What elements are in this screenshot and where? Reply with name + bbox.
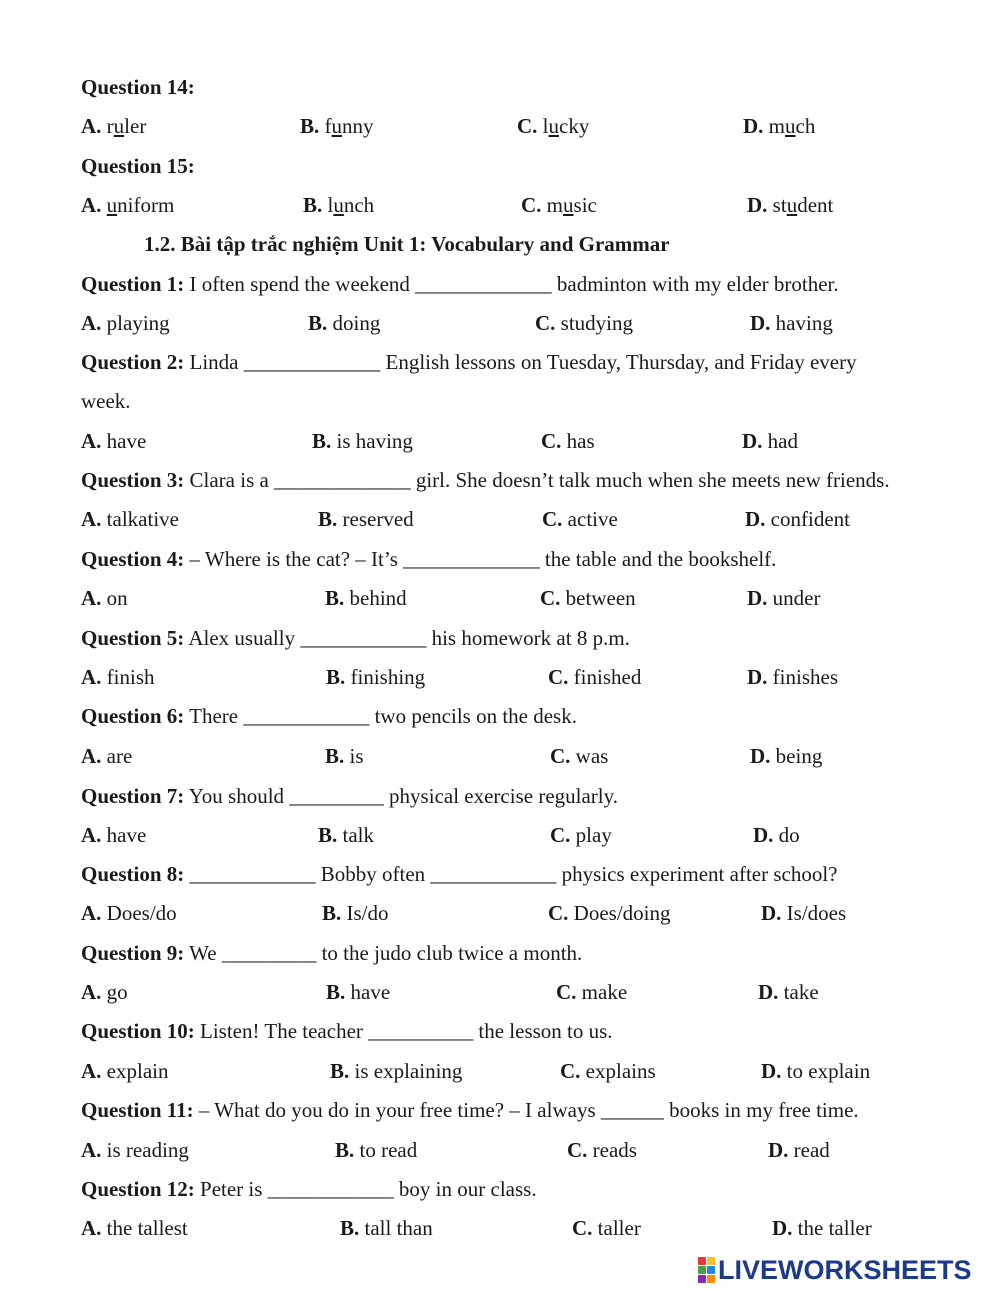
- q3-option-d[interactable]: D. confident: [745, 507, 850, 531]
- q5-option-b[interactable]: B. finishing: [326, 665, 426, 689]
- q12-option-d[interactable]: D. the taller: [772, 1216, 872, 1240]
- liveworksheets-logo[interactable]: [698, 1256, 972, 1284]
- question-10: Question 10: Listen! The teacher __________ the lesson to us.: [81, 1019, 613, 1043]
- q8-option-c[interactable]: C. Does/doing: [548, 901, 671, 925]
- q3-option-c[interactable]: C. active: [542, 507, 618, 531]
- q3-option-a[interactable]: A. talkative: [81, 507, 179, 531]
- q9-option-a[interactable]: A. go: [81, 980, 128, 1004]
- question-1: Question 1: I often spend the weekend _____________ badminton with my elder brother.: [81, 272, 839, 296]
- q5-option-a[interactable]: A. finish: [81, 665, 155, 689]
- q11-option-b[interactable]: B. to read: [335, 1138, 418, 1162]
- question-4: Question 4: – Where is the cat? – It’s _____________ the table and the bookshelf.: [81, 547, 777, 571]
- q6-option-a[interactable]: A. are: [81, 744, 133, 768]
- q9-option-c[interactable]: C. make: [556, 980, 628, 1004]
- question-15-title: Question 15:: [81, 154, 195, 178]
- q12-option-a[interactable]: A. the tallest: [81, 1216, 188, 1240]
- question-9: Question 9: We _________ to the judo club twice a month.: [81, 941, 583, 965]
- question-14-title: Question 14:: [81, 75, 195, 99]
- question-8: Question 8: ____________ Bobby often ____________ physics experiment after school?: [81, 862, 838, 886]
- q9-option-b[interactable]: B. have: [326, 980, 391, 1004]
- q15-option-a[interactable]: A. uniform: [81, 193, 175, 217]
- q8-option-d[interactable]: D. Is/does: [761, 901, 847, 925]
- q8-option-b[interactable]: B. Is/do: [322, 901, 389, 925]
- q14-option-c[interactable]: C. lucky: [517, 114, 590, 138]
- question-12: Question 12: Peter is ____________ boy in our class.: [81, 1177, 537, 1201]
- q14-option-d[interactable]: D. much: [743, 114, 816, 138]
- q10-option-c[interactable]: C. explains: [560, 1059, 656, 1083]
- q2-option-b[interactable]: B. is having: [312, 429, 413, 453]
- question-5: Question 5: Alex usually ____________ his homework at 8 p.m.: [81, 626, 630, 650]
- q11-option-d[interactable]: D. read: [768, 1138, 830, 1162]
- q15-option-b[interactable]: B. lunch: [303, 193, 375, 217]
- q2-option-a[interactable]: A. have: [81, 429, 147, 453]
- q5-option-d[interactable]: D. finishes: [747, 665, 838, 689]
- q10-option-b[interactable]: B. is explaining: [330, 1059, 463, 1083]
- q7-option-b[interactable]: B. talk: [318, 823, 375, 847]
- question-2-continued: week.: [81, 389, 131, 413]
- q5-option-c[interactable]: C. finished: [548, 665, 642, 689]
- question-7: Question 7: You should _________ physical exercise regularly.: [81, 784, 619, 808]
- q2-option-c[interactable]: C. has: [541, 429, 595, 453]
- q1-option-c[interactable]: C. studying: [535, 311, 634, 335]
- q14-option-a[interactable]: A. ruler: [81, 114, 147, 138]
- question-6: Question 6: There ____________ two pencils on the desk.: [81, 704, 577, 728]
- q12-option-c[interactable]: C. taller: [572, 1216, 641, 1240]
- q10-option-a[interactable]: A. explain: [81, 1059, 169, 1083]
- q8-option-a[interactable]: A. Does/do: [81, 901, 177, 925]
- q7-option-d[interactable]: D. do: [753, 823, 800, 847]
- question-2: Question 2: Linda _____________ English lessons on Tuesday, Thursday, and Friday every: [81, 350, 857, 374]
- q12-option-b[interactable]: B. tall than: [340, 1216, 433, 1240]
- q4-option-c[interactable]: C. between: [540, 586, 636, 610]
- q4-option-a[interactable]: A. on: [81, 586, 128, 610]
- q15-option-d[interactable]: D. student: [747, 193, 834, 217]
- q7-option-c[interactable]: C. play: [550, 823, 612, 847]
- q14-option-b[interactable]: B. funny: [300, 114, 374, 138]
- question-11: Question 11: – What do you do in your free time? – I always ______ books in my free time.: [81, 1098, 859, 1122]
- q9-option-d[interactable]: D. take: [758, 980, 819, 1004]
- q2-option-d[interactable]: D. had: [742, 429, 798, 453]
- q4-option-b[interactable]: B. behind: [325, 586, 407, 610]
- q10-option-d[interactable]: D. to explain: [761, 1059, 871, 1083]
- q7-option-a[interactable]: A. have: [81, 823, 147, 847]
- q1-option-a[interactable]: A. playing: [81, 311, 170, 335]
- q11-option-c[interactable]: C. reads: [567, 1138, 637, 1162]
- q6-option-c[interactable]: C. was: [550, 744, 609, 768]
- q3-option-b[interactable]: B. reserved: [318, 507, 414, 531]
- section-heading: 1.2. Bài tập trắc nghiệm Unit 1: Vocabulary and Grammar: [144, 232, 670, 256]
- q4-option-d[interactable]: D. under: [747, 586, 821, 610]
- logo-text: LIVEWORKSHEETS: [718, 1254, 972, 1285]
- liveworksheets-mark-icon: [698, 1257, 715, 1283]
- q1-option-b[interactable]: B. doing: [308, 311, 381, 335]
- q11-option-a[interactable]: A. is reading: [81, 1138, 189, 1162]
- q1-option-d[interactable]: D. having: [750, 311, 833, 335]
- question-3: Question 3: Clara is a _____________ girl. She doesn’t talk much when she meets new friends.: [81, 468, 890, 492]
- q15-option-c[interactable]: C. music: [521, 193, 597, 217]
- q6-option-b[interactable]: B. is: [325, 744, 364, 768]
- q6-option-d[interactable]: D. being: [750, 744, 823, 768]
